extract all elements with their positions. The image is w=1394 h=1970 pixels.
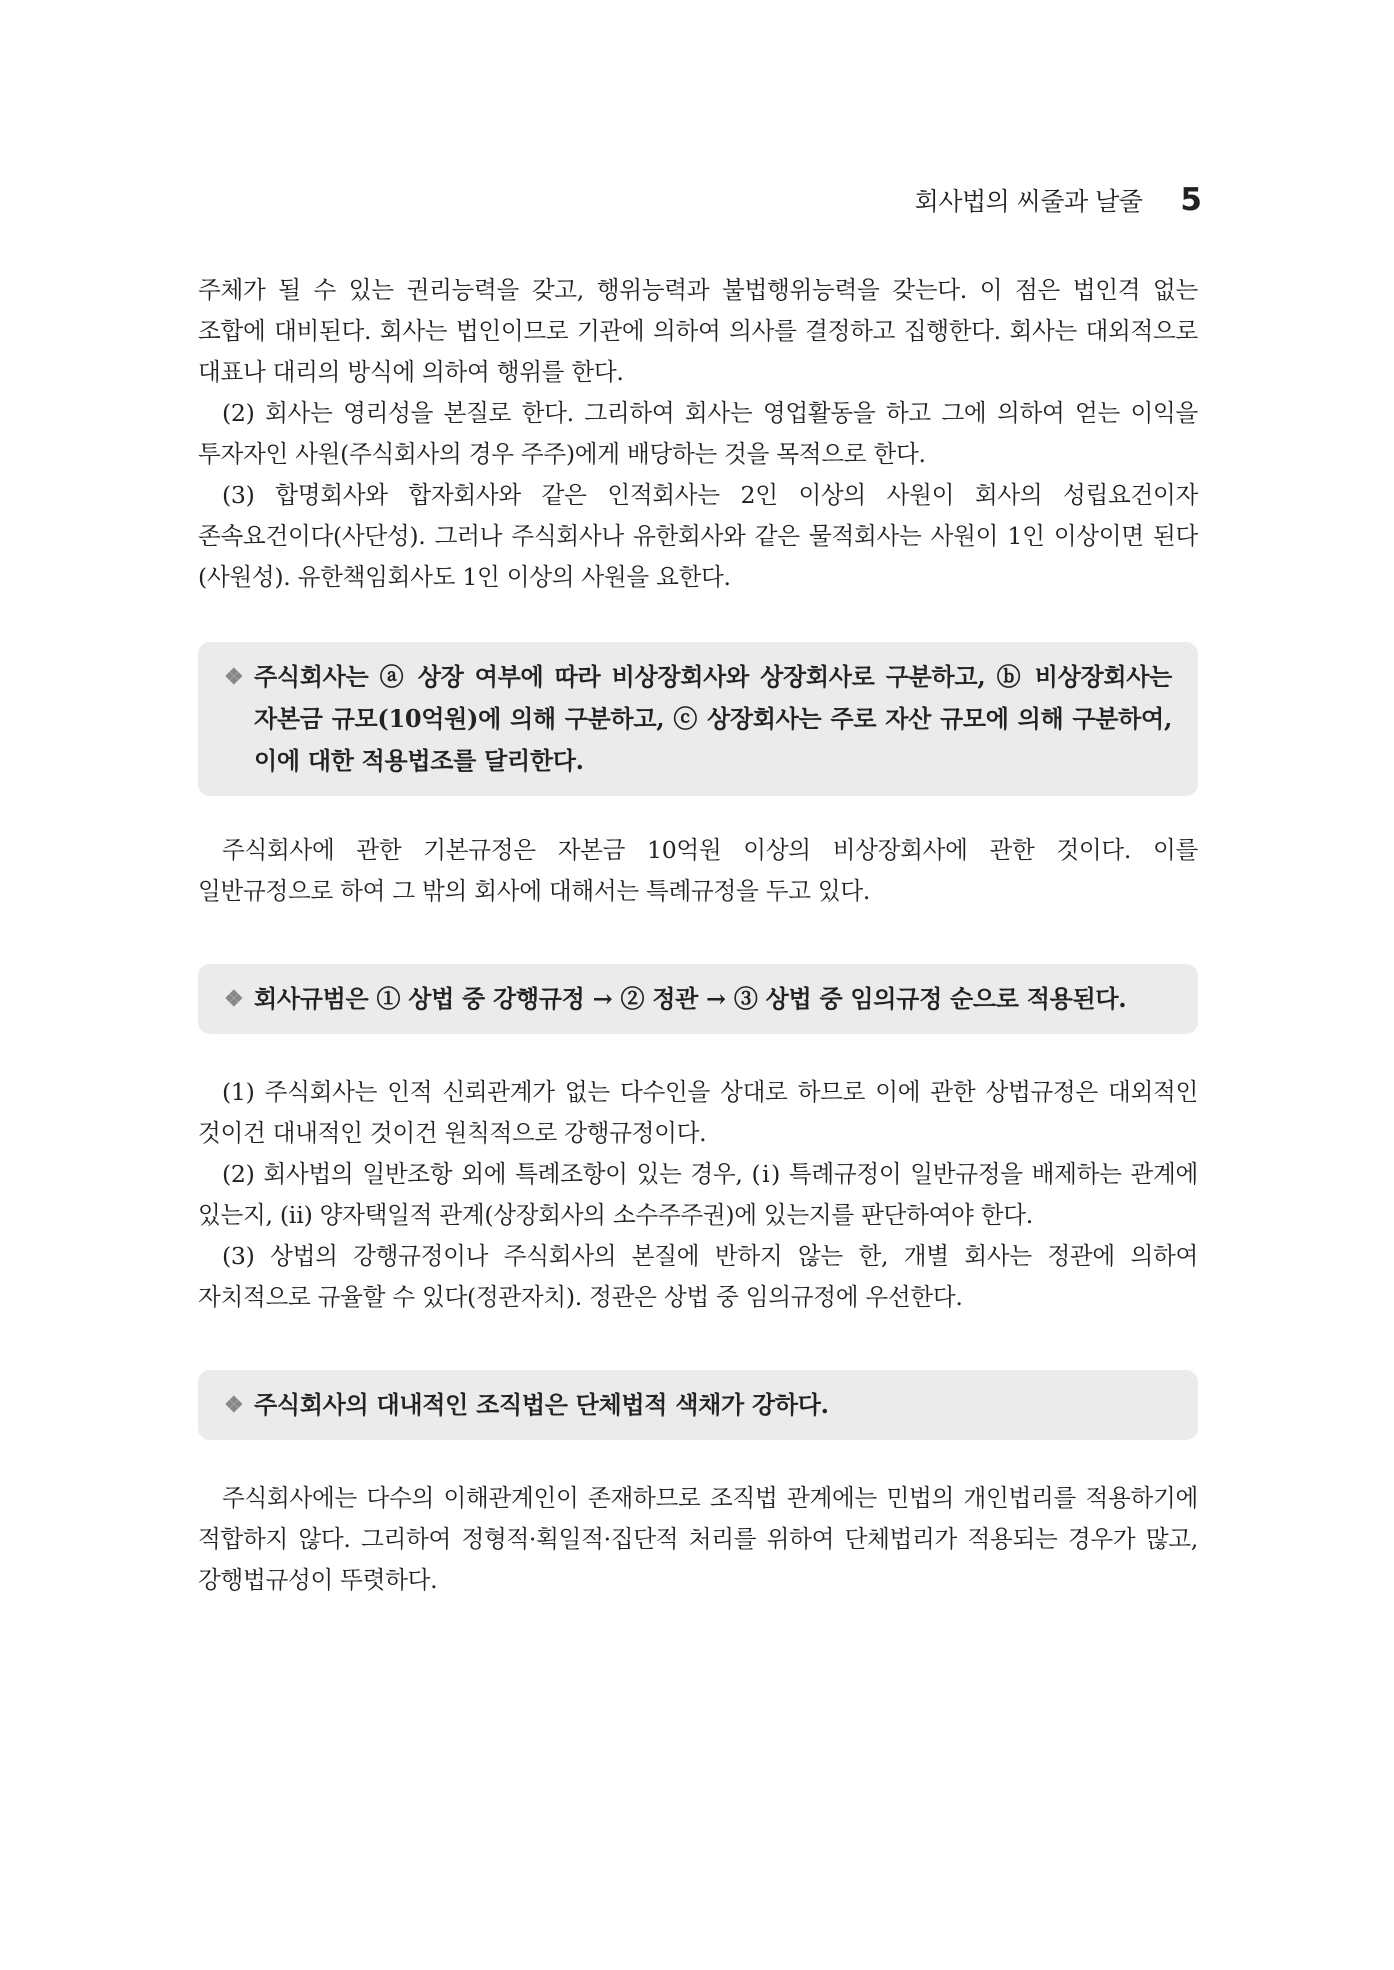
paragraph: (2) 회사는 영리성을 본질로 한다. 그리하여 회사는 영업활동을 하고 그에 의하여 얻는 이익을 투자자인 사원(주식회사의 경우 주주)에게 배당하는 것을 목적으로 한다. xyxy=(198,399,1198,468)
diamond-bullet-icon: ❖ xyxy=(224,1392,244,1418)
page-body xyxy=(198,270,1198,1601)
summary-text: 회사규범은 ① 상법 중 강행규정 → ② 정관 → ③ 상법 중 임의규정 순으로 적용된다. xyxy=(254,984,1127,1013)
paragraph: 주체가 될 수 있는 권리능력을 갖고, 행위능력과 불법행위능력을 갖는다. 이 점은 법인격 없는 조합에 대비된다. 회사는 법인이므로 기관에 의하여 의사를 결정하고 집행한다. 회사는 대외적으로 대표나 대리의 방식에 의하여 행위를 한다. xyxy=(198,276,1198,386)
diamond-bullet-icon: ❖ xyxy=(224,986,244,1012)
section-basic-rules xyxy=(198,830,1198,912)
summary-text: 주식회사는 ⓐ 상장 여부에 따라 비상장회사와 상장회사로 구분하고, ⓑ 비상장회사는 자본금 규모(10억원)에 의해 구분하고, ⓒ 상장회사는 주로 자산 규모에 의해 구분하여, 이에 대한 적용법조를 달리한다. xyxy=(254,662,1172,775)
section-legal-capacity xyxy=(198,270,1198,598)
section-organization-law xyxy=(198,1478,1198,1601)
paragraph: (1) 주식회사는 인적 신뢰관계가 없는 다수인을 상대로 하므로 이에 관한 상법규정은 대외적인 것이건 대내적인 것이건 원칙적으로 강행규정이다. xyxy=(198,1078,1198,1147)
running-title: 회사법의 씨줄과 날줄 xyxy=(914,187,1143,216)
summary-text: 주식회사의 대내적인 조직법은 단체법적 색채가 강하다. xyxy=(254,1390,829,1419)
summary-box xyxy=(198,964,1198,1034)
summary-box xyxy=(198,1370,1198,1440)
summary-box xyxy=(198,642,1198,796)
section-norm-order xyxy=(198,1072,1198,1318)
paragraph: (3) 상법의 강행규정이나 주식회사의 본질에 반하지 않는 한, 개별 회사는 정관에 의하여 자치적으로 규율할 수 있다(정관자치). 정관은 상법 중 임의규정에 우선한다. xyxy=(198,1242,1198,1311)
page-header xyxy=(915,182,1202,218)
paragraph: 주식회사에는 다수의 이해관계인이 존재하므로 조직법 관계에는 민법의 개인법리를 적용하기에 적합하지 않다. 그리하여 정형적·획일적·집단적 처리를 위하여 단체법리가 적용되는 경우가 많고, 강행법규성이 뚜렷하다. xyxy=(198,1484,1198,1594)
page-number: 5 xyxy=(1180,182,1202,218)
diamond-bullet-icon: ❖ xyxy=(224,664,244,690)
paragraph: 주식회사에 관한 기본규정은 자본금 10억원 이상의 비상장회사에 관한 것이다. 이를 일반규정으로 하여 그 밖의 회사에 대해서는 특례규정을 두고 있다. xyxy=(198,836,1198,905)
paragraph: (2) 회사법의 일반조항 외에 특례조항이 있는 경우, (ⅰ) 특례규정이 일반규정을 배제하는 관계에 있는지, (ⅱ) 양자택일적 관계(상장회사의 소수주주권)에 있는지를 판단하여야 한다. xyxy=(198,1160,1198,1229)
paragraph: (3) 합명회사와 합자회사와 같은 인적회사는 2인 이상의 사원이 회사의 성립요건이자 존속요건이다(사단성). 그러나 주식회사나 유한회사와 같은 물적회사는 사원이 1인 이상이면 된다(사원성). 유한책임회사도 1인 이상의 사원을 요한다. xyxy=(198,481,1198,591)
